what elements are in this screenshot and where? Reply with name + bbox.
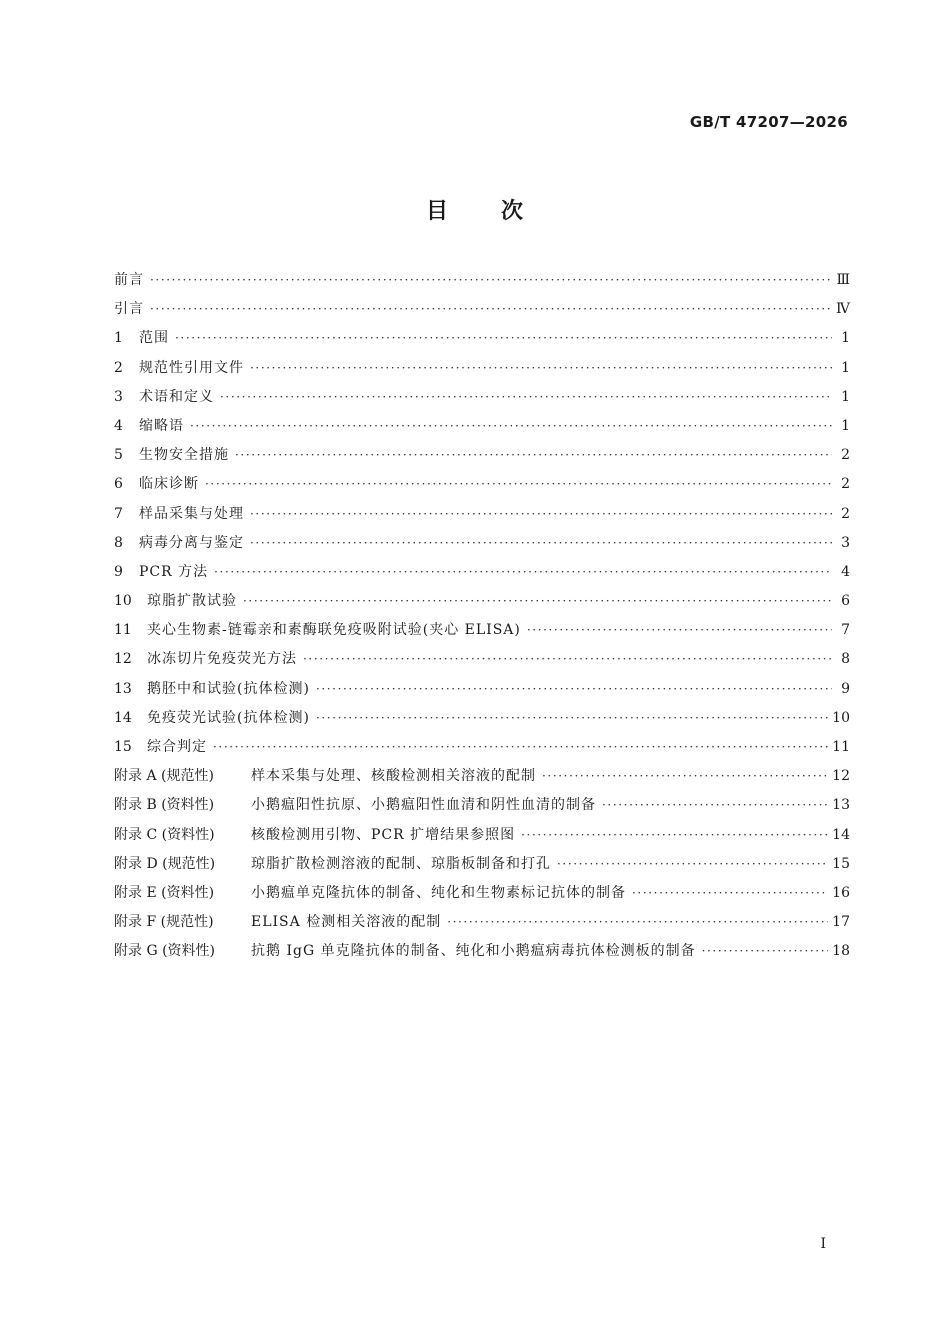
toc-entry[interactable] [114, 503, 850, 532]
toc-entry-number: 2 [114, 359, 123, 376]
page-title-char-1: 目 [425, 199, 449, 224]
toc-entry[interactable] [114, 882, 850, 911]
toc-entry-label: PCR 方法 [139, 563, 209, 580]
toc-entry-label: 术语和定义 [139, 388, 214, 405]
toc-dot-leader [214, 565, 832, 579]
toc-entry-page: Ⅳ [836, 301, 850, 318]
toc-entry[interactable] [114, 648, 850, 677]
toc-entry-label: 免疫荧光试验(抗体检测) [147, 709, 310, 726]
toc-entry-label: 前言 [114, 272, 144, 288]
toc-entry-page: 12 [832, 768, 850, 785]
toc-entry-label: 小鹅瘟阳性抗原、小鹅瘟阳性血清和阴性血清的制备 [251, 797, 596, 814]
toc-entry[interactable] [114, 940, 850, 969]
page-number: I [820, 1236, 826, 1252]
page-title-char-2: 次 [501, 199, 525, 224]
toc-entry-page: 8 [841, 651, 850, 668]
toc-entry-page: 1 [841, 388, 850, 405]
toc-entry-number: 附录 F (规范性) [114, 914, 214, 931]
toc-entry-page: 15 [832, 855, 850, 872]
toc-entry-label: 引言 [114, 301, 144, 318]
toc-entry-number: 9 [114, 563, 123, 580]
toc-dot-leader [190, 419, 832, 433]
toc-entry-number: 5 [114, 447, 123, 464]
toc-entry[interactable] [114, 794, 850, 823]
toc-entry[interactable] [114, 415, 850, 444]
toc-entry-page: 4 [841, 563, 850, 580]
toc-dot-leader [557, 857, 828, 871]
toc-entry-number: 6 [114, 476, 123, 493]
toc-entry-label: 缩略语 [139, 417, 184, 434]
toc-entry[interactable] [114, 707, 850, 736]
toc-entry-label: 生物安全措施 [139, 447, 229, 464]
toc-entry[interactable] [114, 590, 850, 619]
toc-entry-page: 2 [841, 447, 850, 464]
toc-entry-label: 夹心生物素-链霉亲和素酶联免疫吸附试验(夹心 ELISA) [147, 622, 521, 639]
toc-entry-number: 14 [114, 709, 132, 726]
toc-dot-leader [243, 594, 832, 608]
toc-entry-page: 1 [841, 417, 850, 434]
toc-entry[interactable] [114, 736, 850, 765]
toc-dot-leader [702, 944, 829, 958]
toc-dot-leader [316, 682, 832, 696]
toc-entry-number: 附录 C (资料性) [114, 826, 215, 843]
toc-entry-label: 小鹅瘟单克隆抗体的制备、纯化和生物素标记抗体的制备 [251, 884, 626, 901]
toc-entry-page: 14 [832, 826, 850, 843]
toc-entry-page: Ⅲ [836, 272, 850, 288]
toc-entry-label: 冰冻切片免疫荧光方法 [147, 651, 297, 668]
toc-dot-leader [527, 623, 832, 637]
toc-dot-leader [213, 740, 828, 754]
toc-entry-label: ELISA 检测相关溶液的配制 [251, 914, 442, 931]
toc-entry-label: 鹅胚中和试验(抗体检测) [147, 680, 310, 697]
toc-entry-page: 2 [841, 476, 850, 493]
toc-dot-leader [235, 448, 832, 462]
toc-entry-label: 抗鹅 IgG 单克隆抗体的制备、纯化和小鹅瘟病毒抗体检测板的制备 [251, 943, 696, 960]
toc-entry[interactable] [114, 473, 850, 502]
toc-entry[interactable] [114, 765, 850, 794]
toc-entry-label: 核酸检测用引物、PCR 扩增结果参照图 [251, 826, 516, 843]
toc-entry-number: 7 [114, 505, 123, 522]
toc-entry[interactable] [114, 386, 850, 415]
toc-dot-leader [205, 477, 832, 491]
toc-entry-page: 18 [832, 943, 850, 960]
toc-entry-number: 10 [114, 593, 132, 610]
toc-entry-page: 13 [832, 797, 850, 814]
toc-entry[interactable] [114, 911, 850, 940]
toc-dot-leader [250, 536, 832, 550]
toc-dot-leader [303, 652, 832, 666]
toc-dot-leader [175, 331, 832, 345]
page-title [0, 194, 950, 225]
toc-entry[interactable] [114, 327, 850, 356]
toc-entry[interactable] [114, 619, 850, 648]
toc-entry-page: 10 [832, 709, 850, 726]
toc-dot-leader [220, 390, 832, 404]
toc-entry-number: 11 [114, 622, 132, 639]
toc-entry-page: 7 [841, 622, 850, 639]
toc-dot-leader [250, 361, 832, 375]
toc-dot-leader [250, 507, 832, 521]
toc-entry-number: 附录 A (规范性) [114, 768, 214, 785]
toc-entry-label: 综合判定 [147, 739, 207, 755]
toc-entry-page: 9 [841, 680, 850, 697]
toc-dot-leader [316, 711, 828, 725]
toc-entry-number: 附录 E (资料性) [114, 884, 215, 901]
toc-entry[interactable] [114, 532, 850, 561]
toc-entry-page: 16 [832, 884, 850, 901]
table-of-contents [114, 269, 850, 970]
toc-entry-label: 琼脂扩散试验 [147, 593, 237, 610]
toc-entry-number: 15 [114, 739, 132, 755]
toc-entry-label: 规范性引用文件 [139, 359, 244, 376]
toc-entry-number: 13 [114, 680, 132, 697]
toc-entry-page: 1 [841, 359, 850, 376]
toc-dot-leader [542, 769, 828, 783]
toc-entry-number: 12 [114, 651, 132, 668]
toc-entry-page: 3 [841, 534, 850, 551]
toc-dot-leader [602, 798, 828, 812]
toc-entry-page: 6 [841, 593, 850, 610]
toc-entry-number: 3 [114, 388, 123, 405]
toc-dot-leader [150, 302, 832, 316]
toc-entry[interactable] [114, 298, 850, 327]
toc-entry[interactable] [114, 678, 850, 707]
toc-dot-leader [447, 915, 828, 929]
toc-entry-label: 样品采集与处理 [139, 505, 244, 522]
toc-entry-number: 4 [114, 417, 123, 434]
toc-entry-page: 2 [841, 505, 850, 522]
toc-entry-number: 1 [114, 330, 123, 347]
toc-entry[interactable] [114, 561, 850, 590]
toc-entry[interactable] [114, 357, 850, 386]
toc-dot-leader [632, 886, 828, 900]
toc-entry[interactable] [114, 853, 850, 882]
toc-entry-page: 1 [841, 330, 850, 347]
toc-entry-label: 范围 [139, 330, 169, 347]
toc-entry-page: 17 [832, 914, 850, 931]
toc-entry[interactable] [114, 824, 850, 853]
toc-entry-page: 11 [832, 739, 850, 755]
toc-entry[interactable] [114, 444, 850, 473]
toc-entry-number: 附录 D (规范性) [114, 855, 216, 872]
toc-entry[interactable] [114, 269, 850, 298]
toc-entry-label: 病毒分离与鉴定 [139, 534, 244, 551]
toc-entry-number: 8 [114, 534, 123, 551]
toc-entry-label: 琼脂扩散检测溶液的配制、琼脂板制备和打孔 [251, 855, 551, 872]
toc-entry-number: 附录 G (资料性) [114, 943, 216, 960]
toc-entry-label: 临床诊断 [139, 476, 199, 493]
standard-code: GB/T 47207—2026 [689, 113, 848, 131]
toc-dot-leader [521, 828, 828, 842]
toc-entry-label: 样本采集与处理、核酸检测相关溶液的配制 [251, 768, 536, 785]
toc-dot-leader [150, 273, 832, 287]
toc-entry-number: 附录 B (资料性) [114, 797, 215, 814]
